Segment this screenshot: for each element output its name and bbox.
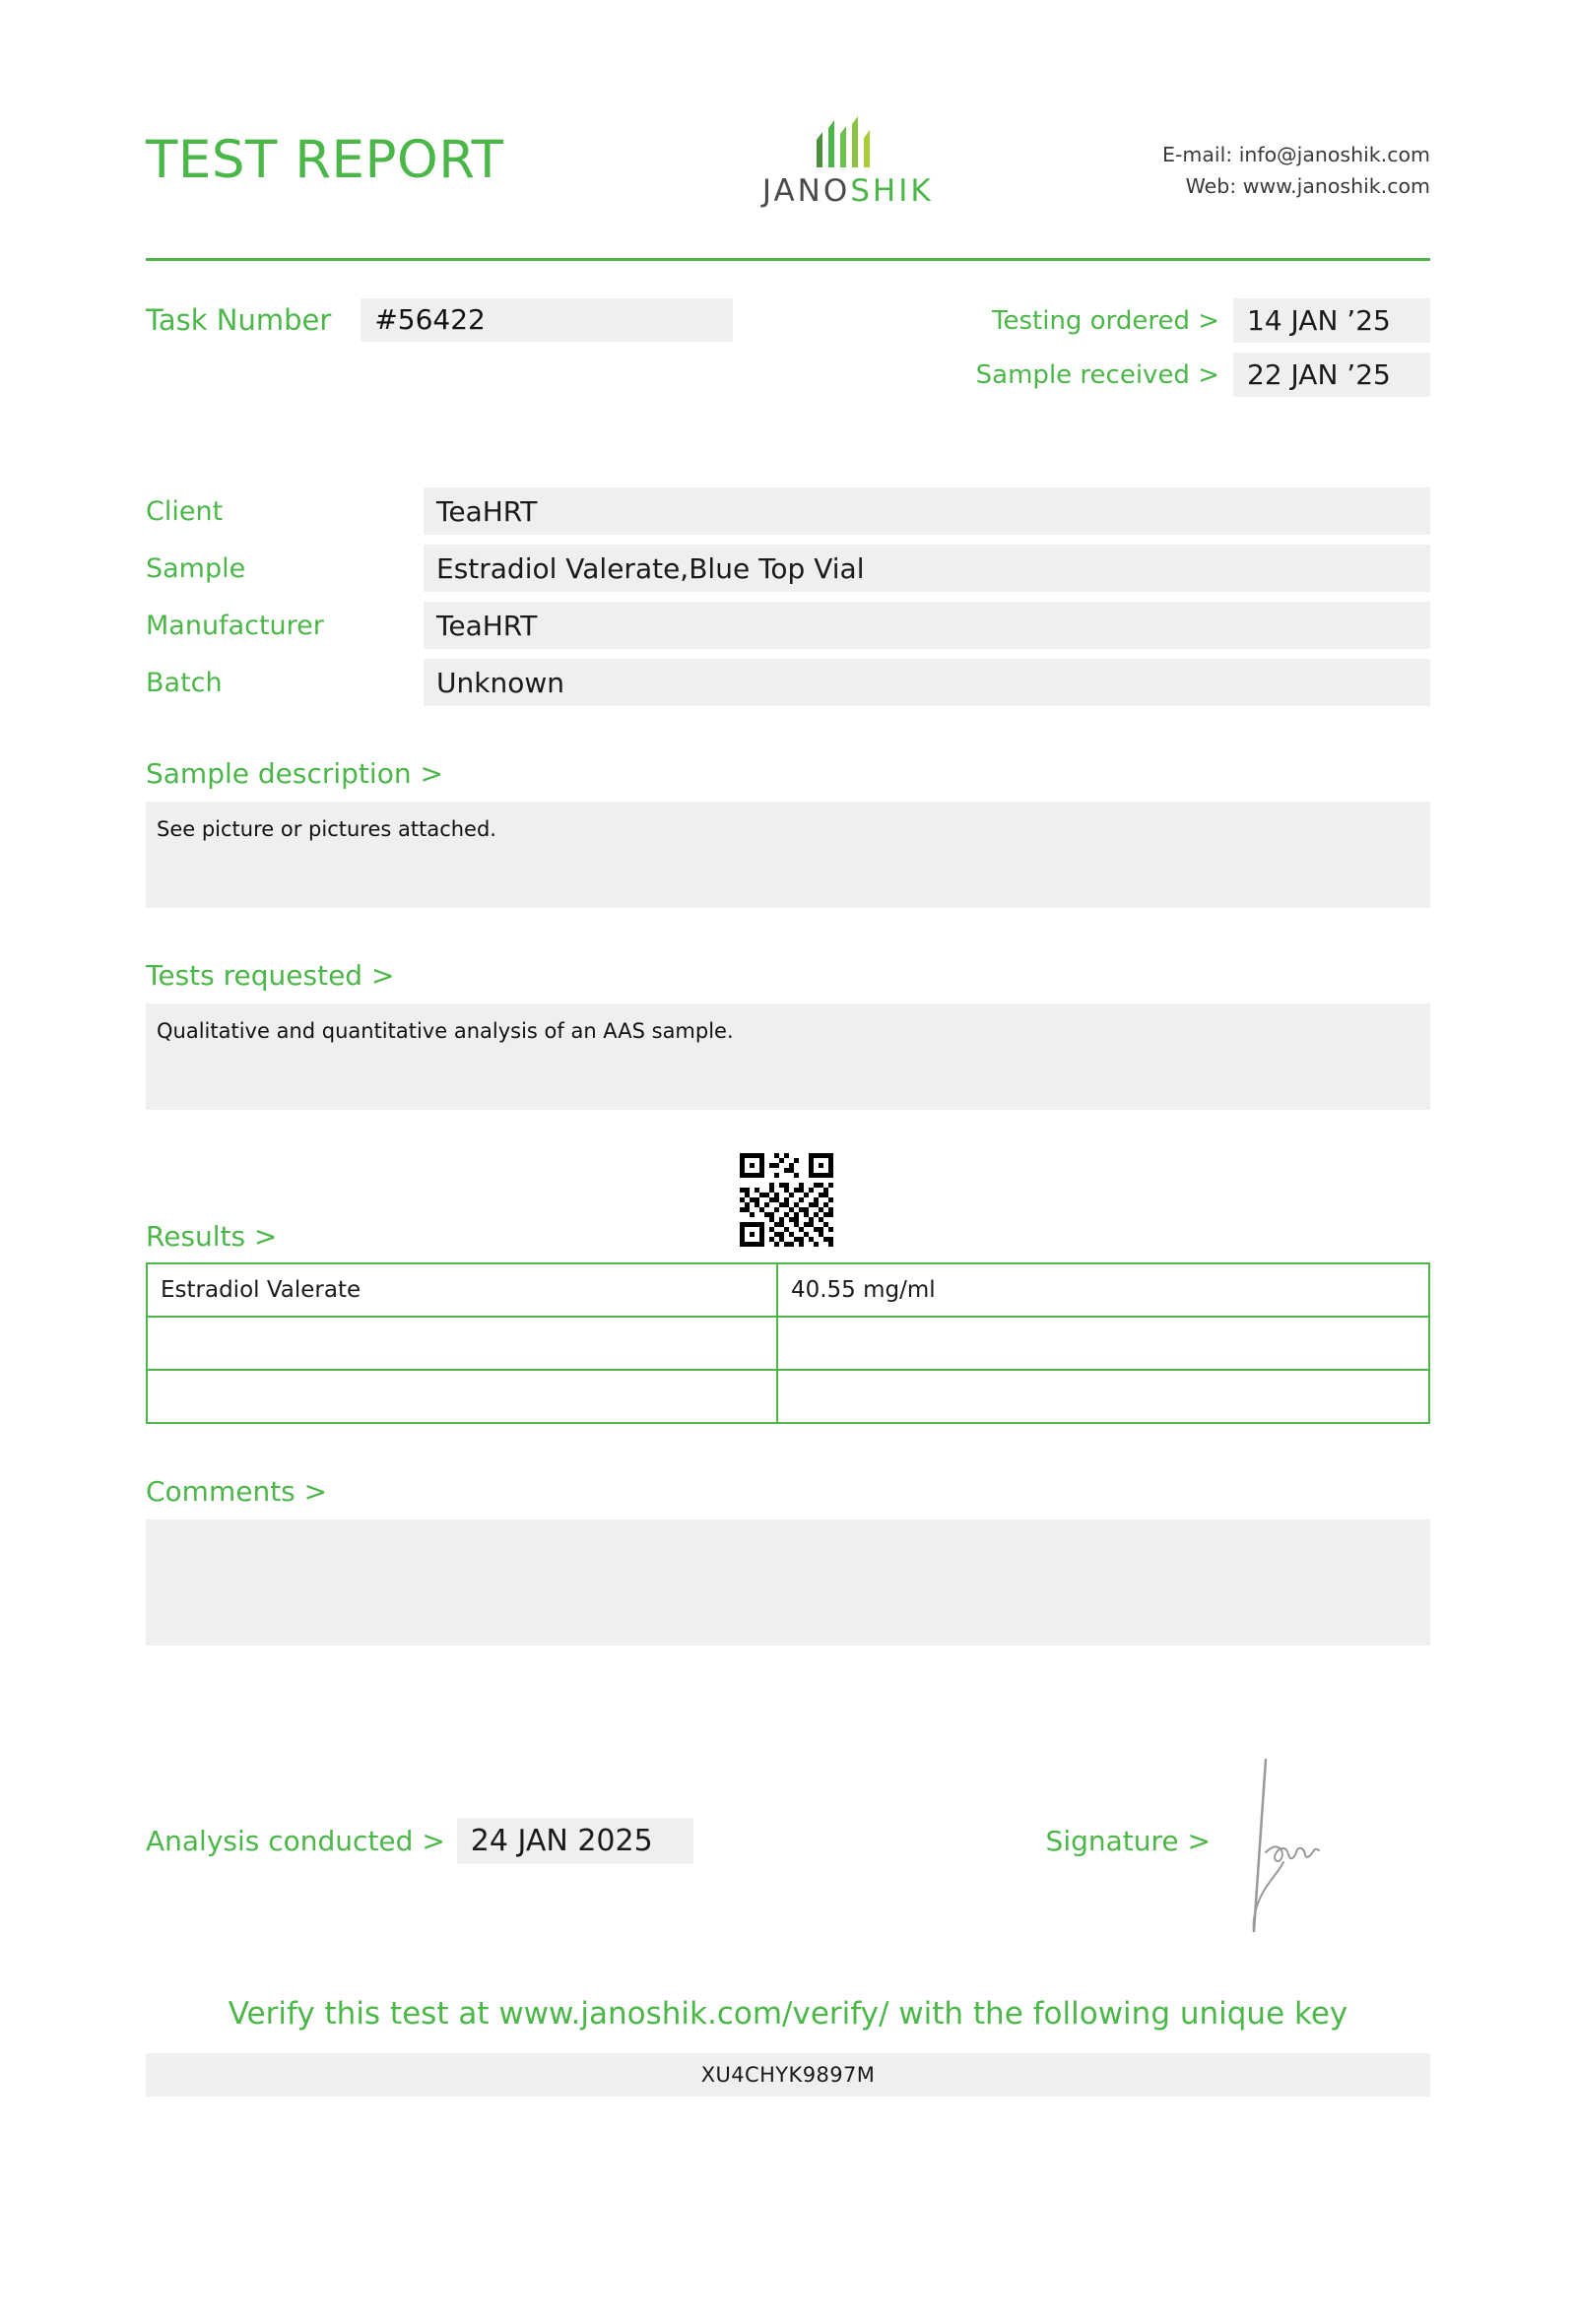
sample-description-title: Sample description > (146, 757, 443, 790)
info-key-client: Client (146, 495, 224, 527)
task-number-label: Task Number (146, 303, 332, 337)
comments-title: Comments > (146, 1475, 328, 1508)
sample-info-table (146, 487, 1430, 706)
dates-group (976, 298, 1430, 397)
logo-word-jano: JANO (761, 173, 851, 209)
results-header (146, 1153, 1430, 1253)
task-number-group (146, 298, 733, 342)
task-number-value: #56422 (361, 298, 733, 342)
info-key-manufacturer: Manufacturer (146, 610, 324, 641)
logo-word-shik: SHIK (850, 173, 934, 209)
table-row (147, 1317, 1429, 1370)
sample-received-label: Sample received > (975, 359, 1219, 390)
contact-web: Web: www.janoshik.com (1185, 173, 1430, 198)
task-row (146, 298, 1430, 397)
results-title: Results > (146, 1220, 278, 1253)
testing-ordered-row (992, 298, 1430, 343)
qr-code-icon (740, 1153, 843, 1247)
qr-code (740, 1153, 843, 1251)
sample-received-row (976, 353, 1430, 397)
info-value-manufacturer: TeaHRT (424, 602, 1430, 649)
analysis-conducted-group (146, 1818, 693, 1864)
signature-group (1046, 1742, 1337, 1939)
result-substance (147, 1370, 777, 1423)
page-title: TEST REPORT (146, 130, 504, 190)
tests-requested-text: Qualitative and quantitative analysis of an AAS sample. (146, 1003, 1430, 1110)
info-value-sample: Estradiol Valerate,Blue Top Vial (424, 545, 1430, 592)
tests-requested-title: Tests requested > (146, 959, 395, 992)
sample-description-text: See picture or pictures attached. (146, 802, 1430, 908)
info-key-batch: Batch (146, 667, 223, 698)
report-header (146, 0, 1430, 236)
logo-wordmark (762, 173, 934, 209)
contact-email: E-mail: info@janoshik.com (1162, 143, 1430, 166)
result-amount (777, 1317, 1429, 1370)
info-value-client: TeaHRT (424, 487, 1430, 535)
table-row (146, 659, 1430, 706)
result-substance (147, 1317, 777, 1370)
analysis-conducted-label: Analysis conducted > (146, 1824, 445, 1857)
table-row (146, 487, 1430, 535)
analysis-signature-row (146, 1742, 1430, 1939)
table-row (146, 545, 1430, 592)
verify-text: Verify this test at www.janoshik.com/verify/ with the following unique key (228, 1996, 1348, 2032)
result-amount (777, 1370, 1429, 1423)
contact-block (1162, 140, 1430, 203)
unique-key: XU4CHYK9897M (146, 2053, 1430, 2097)
info-key-sample: Sample (146, 552, 246, 584)
result-substance: Estradiol Valerate (147, 1263, 777, 1317)
table-row (146, 602, 1430, 649)
table-row (147, 1370, 1429, 1423)
signature-label: Signature > (1045, 1824, 1211, 1857)
janoshik-logo (762, 110, 934, 209)
header-divider (146, 258, 1430, 261)
comments-text (146, 1519, 1430, 1646)
analysis-conducted-date: 24 JAN 2025 (457, 1818, 693, 1864)
table-row (147, 1263, 1429, 1317)
info-value-batch: Unknown (424, 659, 1430, 706)
sample-received-date: 22 JAN ’25 (1233, 353, 1430, 397)
testing-ordered-date: 14 JAN ’25 (1233, 298, 1430, 343)
signature-icon (1228, 1752, 1337, 1939)
testing-ordered-label: Testing ordered > (992, 305, 1219, 336)
mountain-logo-icon (799, 110, 897, 169)
results-table (146, 1262, 1430, 1424)
result-amount: 40.55 mg/ml (777, 1263, 1429, 1317)
